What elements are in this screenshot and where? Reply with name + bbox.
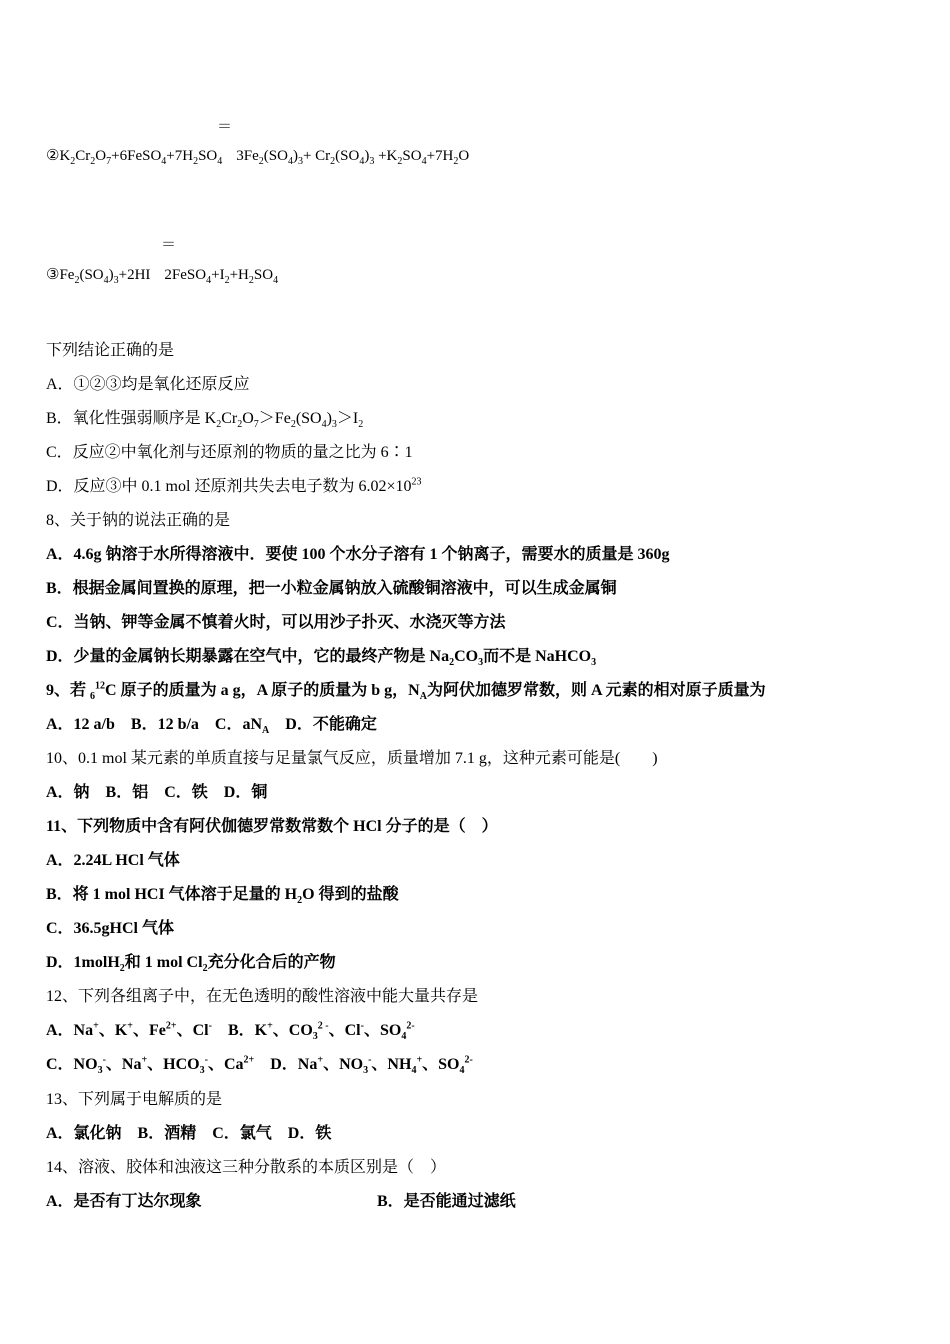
question-14-option-b: B．是否能通过滤纸	[377, 1193, 516, 1210]
question-14-option-a: A．是否有丁达尔现象	[46, 1193, 202, 1210]
question-7-option-d: D．反应③中 0.1 mol 还原剂共失去电子数为 $6.02\times 10^{23}$	[46, 476, 422, 495]
question-11-option-b: B．将 1 mol HCI 气体溶于足量的 $H_2O$ 得到的盐酸	[46, 886, 399, 907]
question-9-stem: 9、若 $_6^{12}$C 原子的质量为 a g，A 原子的质量为 b g，$N_A$为阿伏加德罗常数，则 A 元素的相对原子质量为	[46, 680, 766, 703]
question-8-stem: 8、关于钠的说法正确的是	[46, 512, 231, 529]
question-8-option-c: C．当钠、钾等金属不慎着火时，可以用沙子扑灭、水浇灭等方法	[46, 614, 506, 631]
question-13-options: A．氯化钠 B．酒精 C．氯气 D．铁	[46, 1125, 332, 1142]
question-11-option-a: A．2.24L HCl 气体	[46, 852, 180, 869]
equals-sign: ＝	[161, 237, 177, 253]
reaction-3: $③Fe_2(SO_4)_3+2HI$ $2FeSO_4+I_2+H_2SO_4$	[46, 267, 279, 286]
question-7-option-c: C．反应②中氧化剂与还原剂的物质的量之比为 6∶1	[46, 444, 413, 461]
question-12-options-row-1: A．Na+、K+、$Fe^{2+}$、Cl- B．K+、$CO_3^{2 -}$、Cl-、$SO_4^{2-}$	[46, 1020, 415, 1043]
question-11-option-d: D．1molH$_2$和 1 mol $Cl_2$充分化合后的产物	[46, 954, 336, 975]
reaction-2: $②K_2Cr_2O_7+6FeSO_4+7H_2SO_4$ $3Fe_2(SO_4)_3+ Cr_2(SO_4)_3 +K_2SO_4+7H_2O$	[46, 148, 470, 167]
question-10-options: A．钠 B．铝 C．铁 D．铜	[46, 784, 268, 801]
question-8-option-a: A．4.6g 钠溶于水所得溶液中．要使 100 个水分子溶有 1 个钠离子，需要水的质量是 360g	[46, 546, 670, 563]
question-12-options-row-2: C．$NO_3^-$、Na+、$HCO_3^-$、$Ca^{2+}$ D．Na+、$NO_3^-$、$NH_4^+$、$SO_4^{2-}$	[46, 1054, 473, 1077]
reaction-number: ③	[46, 267, 60, 283]
question-7-option-b: B．氧化性强弱顺序是 $K_2Cr_2O_7>Fe_2(SO_4)_3>I_2$	[46, 410, 364, 431]
question-8-option-b: B．根据金属间置换的原理，把一小粒金属钠放入硫酸铜溶液中，可以生成金属铜	[46, 580, 617, 597]
question-11-option-c: C．36.5gHCl 气体	[46, 920, 175, 937]
question-14-stem: 14、溶液、胶体和浊液这三种分散系的本质区别是（ ）	[46, 1159, 447, 1176]
question-10-stem: 10、0.1 mol 某元素的单质直接与足量氯气反应，质量增加 7.1 g，这种元素可能是( )	[46, 750, 658, 767]
question-7-option-a: A．①②③均是氧化还原反应	[46, 376, 250, 393]
question-13-stem: 13、下列属于电解质的是	[46, 1091, 223, 1108]
question-11-stem: 11、下列物质中含有阿伏伽德罗常数常数个 HCl 分子的是（ ）	[46, 818, 498, 835]
equals-sign: ＝	[217, 119, 233, 135]
question-7-stem: 下列结论正确的是	[46, 342, 175, 359]
question-12-stem: 12、下列各组离子中，在无色透明的酸性溶液中能大量共存是	[46, 988, 479, 1005]
reaction-number: ②	[46, 148, 60, 164]
question-9-options: A．12 a/b B．12 b/a C．$aN_A$ D．不能确定	[46, 716, 377, 737]
question-8-option-d: D．少量的金属钠长期暴露在空气中，它的最终产物是 $Na_2CO_3$而不是 NaHCO$_3$	[46, 648, 597, 669]
